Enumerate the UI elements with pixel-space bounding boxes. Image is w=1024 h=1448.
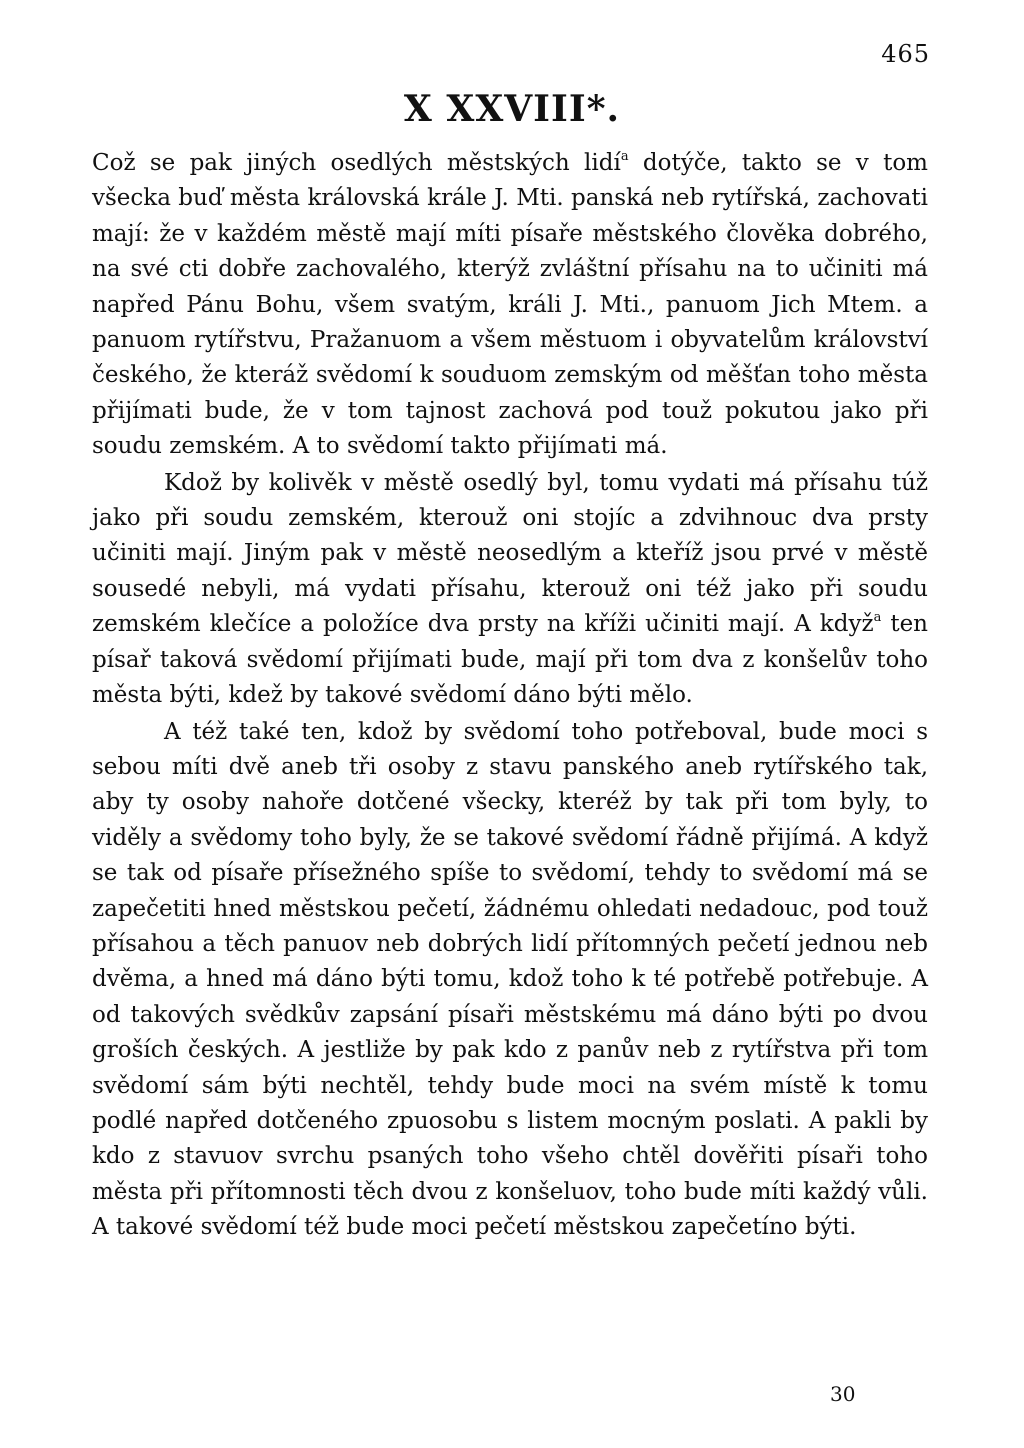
section-heading: X XXVIII*. xyxy=(403,88,621,130)
paragraph-2-text-a: Kdož by kolivěk v městě osedlý byl, tomu vydati má přísahu túž jako při soudu zemském, kterouž oni stojíc a zdvihnouc dva prsty učiniti mají. Jiným pak v městě neosedlým a kteříž jsou prvé v městě sousedé nebyli, má vydati přísahu, kterouž oni též jako při soudu zemském klečíce a položíce dva prsty na kříži učiniti mají. A když xyxy=(92,469,928,638)
paragraph-1-text-b: dotýče, takto se v tom všecka buď města královská krále J. Mti. panská neb rytířská, zachovati mají: že v každém městě mají míti písaře městského člověka dobrého, na své cti dobře zachovalého, kterýž zvláštní přísahu na to učiniti má napřed Pánu Bohu, všem svatým, králi J. Mti., panuom Jich Mtem. a panuom rytířstvu, Pražanuom a všem městuom i obyvatelům království českého, že kteráž svědomí k souduom zemským od měšťan toho města přijímati bude, že v tom tajnost zachová pod touž pokutou jako při soudu zemském. A to svědomí takto přijímati má. xyxy=(92,150,928,460)
paragraph-1-text-a: Což se pak jiných osedlých městských lidí xyxy=(92,150,621,176)
page-number: 465 xyxy=(881,40,930,68)
footnote-marker-b: a xyxy=(873,610,882,626)
footnote-marker-a: a xyxy=(620,149,629,164)
paragraph-2 xyxy=(92,466,928,714)
paragraph-3 xyxy=(92,715,928,1246)
body-text xyxy=(92,146,928,1246)
paragraph-1 xyxy=(92,146,928,465)
printer-signature-mark: 30 xyxy=(830,1382,856,1406)
paragraph-2-text-b: ten písař taková svědomí přijímati bude, mají při tom dva z konšelův toho města býti, kdež by takové svědomí dáno býti mělo. xyxy=(92,611,928,709)
paragraph-3-text: A též také ten, kdož by svědomí toho potřeboval, bude moci s sebou míti dvě aneb tři osoby z stavu panského aneb rytířského tak, aby ty osoby nahoře dotčené všecky, kteréž by tak při tom byly, to viděly a svědomy toho byly, že se takové svědomí řádně přijímá. A když se tak od písaře přísežného spíše to svědomí, tehdy to svědomí má se zapečetiti hned městskou pečetí, žádnému ohledati nedadouc, pod touž přísahou a těch panuov neb dobrých lidí přítomných pečetí jednou neb dvěma, a hned má dáno býti tomu, kdož toho k té potřebě potřebuje. A od takových svědkův zapsání písaři městskému má dáno býti po dvou groších českých. A jestliže by pak kdo z panův neb z rytířstva při tom svědomí sám býti nechtěl, tehdy bude moci na svém místě k tomu podlé napřed dotčeného zpuosobu s listem mocným poslati. A pakli by kdo z stavuov svrchu psaných toho všeho chtěl dověřiti písaři toho města při přítomnosti těch dvou z konšeluov, toho bude míti každý vůli. A takové svědomí též bude moci pečetí městskou zapečetíno býti. xyxy=(92,718,928,1241)
